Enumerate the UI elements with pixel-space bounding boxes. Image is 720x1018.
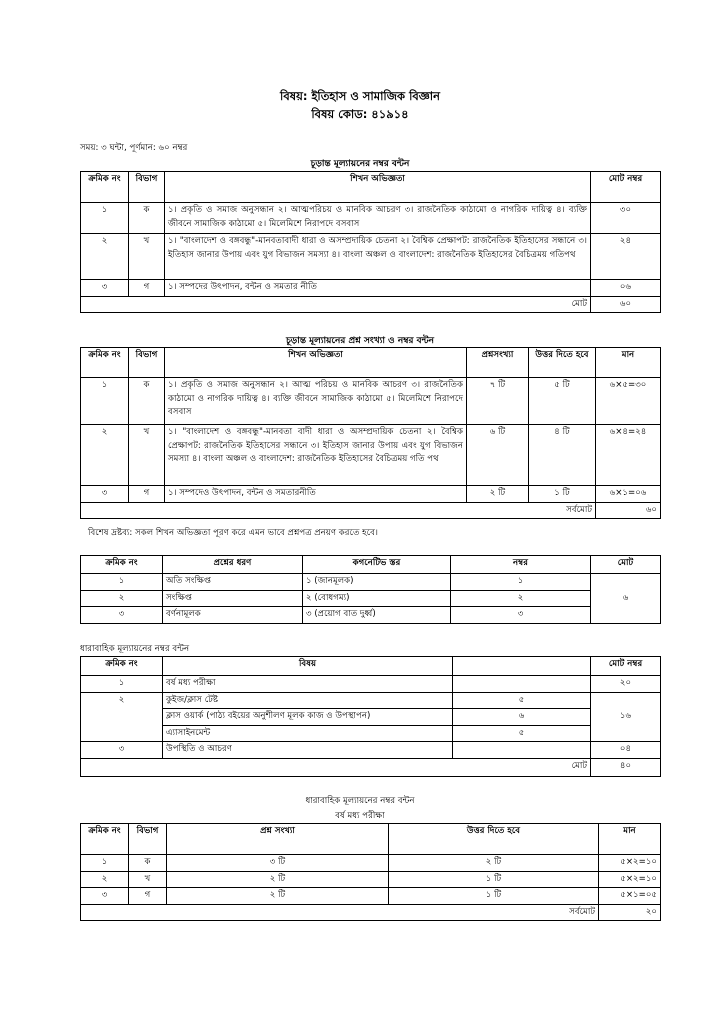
table1-caption: চূড়ান্ত মূল্যায়নের নম্বর বন্টন (310, 159, 410, 169)
header-section: বিভাগ (129, 348, 165, 378)
questions-cell: ২ টি (467, 486, 529, 503)
learning-cell: ১। "বাংলাদেশ ও বঙ্গবন্ধু"-মানবতা বাদী ধারা ও অসম্প্রদায়িক চেতনা ২। বৈশ্বিক প্রেক্ষাপট: রাজনৈতিক ইতিহাসের সন্ধানে ৩। ইতিহাস জানার উপায় এবং যুগ বিভাজন সমস্যা ৪। বাংলা অঞ্চল ও বাংলাদেশ: রাজনৈতিক ইতিহাসের বৈচিত্রময় গতি পথ (165, 425, 467, 486)
marks-cell (453, 676, 591, 693)
header-marks: নম্বর (451, 556, 591, 574)
serial-cell: ২ (81, 234, 129, 280)
table-row (81, 574, 661, 591)
header-serial: ক্রমিক নং (81, 824, 129, 855)
header-section: বিভাগ (129, 824, 167, 855)
question-distribution-table (80, 347, 661, 519)
header-questions: প্রশ্নসংখ্যা (467, 348, 529, 378)
marks-cell: ৫ (453, 725, 591, 742)
learning-cell: ১। প্রকৃতি ও সমাজ অনুসন্ধান ২। আত্ম পরিচয় ও মানবিক আচরণ ৩। রাজনৈতিক কাঠামো ও নাগরিক দায়িত্ব ৪। ব্যক্তি জীবনে সামাজিক কাঠামো ৫। মিলেমিশে নিরাপদে বসবাস (165, 378, 467, 425)
header-marks: মান (596, 348, 661, 378)
total-cell: ২০ (591, 676, 661, 693)
table-row (81, 486, 661, 503)
marks-cell: ৬×১=০৬ (596, 486, 661, 503)
table-header-row (81, 824, 661, 855)
marks-cell: ৬ (453, 709, 591, 726)
total-label: মোট (81, 296, 591, 313)
marks-cell: ১ (451, 574, 591, 591)
subject-cell: কুইজ/ক্লাস টেষ্ট (163, 692, 453, 709)
total-cell: ৬ (591, 574, 661, 624)
table-row (81, 234, 661, 280)
serial-cell: ১ (81, 574, 163, 591)
subject-cell: ক্লাস ওয়ার্ক (পাঠ্য বইয়ের অনুশীলণ মূলক কাজ ও উপস্থাপন) (163, 709, 453, 726)
serial-cell: ৩ (81, 280, 129, 297)
serial-cell: ৩ (81, 888, 129, 905)
serial-cell: ২ (81, 871, 129, 888)
serial-cell: ২ (81, 692, 163, 742)
subject-cell: বর্ষ মধ্য পরীক্ষা (163, 676, 453, 693)
marks-cell: ৩ (451, 607, 591, 624)
header-answer: উত্তর দিতে হবে (389, 824, 599, 855)
header-serial: ক্রমিক নং (81, 172, 129, 203)
total-label: সর্বমোট (81, 502, 596, 519)
marks-cell (453, 742, 591, 759)
learning-cell: ১। সম্পদেও উৎপাদন, বন্টন ও সমতারনীতি (165, 486, 467, 503)
table-row (81, 425, 661, 486)
section-cell: গ (129, 486, 165, 503)
serial-cell: ১ (81, 676, 163, 693)
section-cell: খ (129, 234, 165, 280)
table-row (81, 203, 661, 234)
table-header-row (81, 172, 661, 203)
table-row (81, 676, 661, 693)
type-cell: বর্ণনামূলক (163, 607, 303, 624)
section-cell: ক (129, 855, 167, 872)
table-row (81, 590, 661, 607)
marks-cell: ৫ (453, 692, 591, 709)
answer-cell: ১ টি (529, 486, 596, 503)
total-cell: ০৪ (591, 742, 661, 759)
table-row (81, 378, 661, 425)
serial-cell: ২ (81, 425, 129, 486)
header-question-type: প্রশ্নের ধরণ (163, 556, 303, 574)
marks-cell: ৫×২=১০ (599, 855, 661, 872)
section-cell: গ (129, 888, 167, 905)
learning-cell: ১। "বাংলাদেশ ও বঙ্গবন্ধু"-মানবতাবাদী ধারা ও অসম্প্রদায়িক চেতনা ২। বৈশ্বিক প্রেক্ষাপট: রাজনৈতিক ইতিহাসের সন্ধানে ৩। ইতিহাস জানার উপায় এবং যুগ বিভাজন সমস্যা ৪। বাংলা অঞ্চল ও বাংলাদেশ: রাজনৈতিক ইতিহাসের বৈচিত্রময় গতিপথ (165, 234, 591, 280)
table-row (81, 709, 661, 726)
marks-cell: ৬×৫=৩০ (596, 378, 661, 425)
table-row (81, 742, 661, 759)
header-total: মোট (591, 556, 661, 574)
total-cell: ১৬ (591, 692, 661, 742)
level-cell: ২ (বোধগম্য) (303, 590, 451, 607)
header-subject: বিষয় (163, 657, 453, 676)
section-cell: গ (129, 280, 165, 297)
special-note: বিশেষ দ্রষ্টব্য: সকল শিখন অভিজ্ঞতা পূরণ করে এমন ভাবে প্রশ্নপত্র প্রনয়ণ করতে হবে। (88, 528, 378, 538)
total-label: মোট (81, 758, 591, 776)
type-cell: অতি সংক্ষিপ্ত (163, 574, 303, 591)
total-row (81, 296, 661, 313)
questions-cell: ২ টি (167, 888, 389, 905)
table-row (81, 855, 661, 872)
learning-cell: ১। সম্পদের উৎপাদন, বন্টন ও সমতার নীতি (165, 280, 591, 297)
table2-caption: চূড়ান্ত মূল্যায়নের প্রশ্ন সংখ্যা ও নম্বর বন্টন (285, 336, 435, 346)
midyear-exam-table (80, 823, 661, 921)
header-section: বিভাগ (129, 172, 165, 203)
subject-code: বিষয় কোড: ৪১৯১৪ (311, 107, 409, 121)
table-row (81, 607, 661, 624)
learning-cell: ১। প্রকৃতি ও সমাজ অনুসন্ধান ২। আত্মপরিচয় ও মানবিক আচরণ ৩। রাজনৈতিক কাঠামো ও নাগরিক দায়িত্ব ৪। ব্যক্তি জীবনে সামাজিক কাঠামো ৫। মিলেমিশে নিরাপদে বসবাস (165, 203, 591, 234)
serial-cell: ১ (81, 378, 129, 425)
answer-cell: ১ টি (389, 888, 599, 905)
continuous-assessment-table (80, 656, 661, 777)
total-row (81, 758, 661, 776)
header-total: মোট নম্বর (591, 172, 661, 203)
table5-subcaption: বর্ষ মধ্য পরীক্ষা (335, 811, 385, 821)
marks-cell: ৬×৪=২৪ (596, 425, 661, 486)
table5-caption: ধারাবাহিক মূল্যায়নের নম্বর বন্টন (305, 796, 415, 806)
table-header-row (81, 348, 661, 378)
header-answer: উত্তর দিতে হবে (529, 348, 596, 378)
table4-caption: ধারাবাহিক মূল্যায়নের নম্বর বন্টন (80, 644, 190, 654)
final-marks-table (80, 171, 661, 313)
header-serial: ক্রমিক নং (81, 556, 163, 574)
marks-cell: ৫×২=১০ (599, 871, 661, 888)
subject-cell: এ্যাসাইনমেন্ট (163, 725, 453, 742)
questions-cell: ৭ টি (467, 378, 529, 425)
subject-cell: উপস্থিতি ও আচরণ (163, 742, 453, 759)
table-row (81, 888, 661, 905)
serial-cell: ৩ (81, 742, 163, 759)
marks-cell: ৫×১=০৫ (599, 888, 661, 905)
header-serial: ক্রমিক নং (81, 348, 129, 378)
question-type-table (80, 555, 661, 624)
total-value: ৬০ (596, 502, 661, 519)
header-blank (453, 657, 591, 676)
table-header-row (81, 556, 661, 574)
serial-cell: ১ (81, 203, 129, 234)
header-cognitive: কগনেটিভ স্তর (303, 556, 451, 574)
header-marks: মান (599, 824, 661, 855)
questions-cell: ২ টি (167, 871, 389, 888)
total-label: সর্বমোট (81, 904, 599, 921)
table-header-row (81, 657, 661, 676)
section-cell: খ (129, 425, 165, 486)
subject-title: বিষয়: ইতিহাস ও সামাজিক বিজ্ঞান (280, 89, 440, 103)
answer-cell: ৪ টি (529, 425, 596, 486)
marks-cell: ৩০ (591, 203, 661, 234)
total-row (81, 904, 661, 921)
total-value: ২০ (599, 904, 661, 921)
marks-cell: ২ (451, 590, 591, 607)
section-cell: ক (129, 203, 165, 234)
header-learning: শিখন অভিজ্ঞতা (165, 348, 467, 378)
table-row (81, 280, 661, 297)
table-row (81, 692, 661, 709)
serial-cell: ৩ (81, 607, 163, 624)
marks-cell: ০৬ (591, 280, 661, 297)
answer-cell: ১ টি (389, 871, 599, 888)
serial-cell: ২ (81, 590, 163, 607)
serial-cell: ১ (81, 855, 129, 872)
answer-cell: ২ টি (389, 855, 599, 872)
header-learning: শিখন অভিজ্ঞতা (165, 172, 591, 203)
level-cell: ৩ (প্রয়োগ বাত দুর্ধ্ব) (303, 607, 451, 624)
total-value: ৬০ (591, 296, 661, 313)
table-row (81, 871, 661, 888)
total-row (81, 502, 661, 519)
total-value: ৪০ (591, 758, 661, 776)
serial-cell: ৩ (81, 486, 129, 503)
type-cell: সংক্ষিপ্ত (163, 590, 303, 607)
marks-cell: ২৪ (591, 234, 661, 280)
header-serial: ক্রমিক নং (81, 657, 163, 676)
table-row (81, 725, 661, 742)
section-cell: খ (129, 871, 167, 888)
header-total: মোট নম্বর (591, 657, 661, 676)
level-cell: ১ (জানমূলক) (303, 574, 451, 591)
section-cell: ক (129, 378, 165, 425)
questions-cell: ৩ টি (167, 855, 389, 872)
time-marks: সময়: ৩ ঘন্টা, পূর্ণমান: ৬০ নম্বর (80, 143, 188, 153)
header-questions: প্রশ্ন সংখ্যা (167, 824, 389, 855)
answer-cell: ৫ টি (529, 378, 596, 425)
questions-cell: ৬ টি (467, 425, 529, 486)
